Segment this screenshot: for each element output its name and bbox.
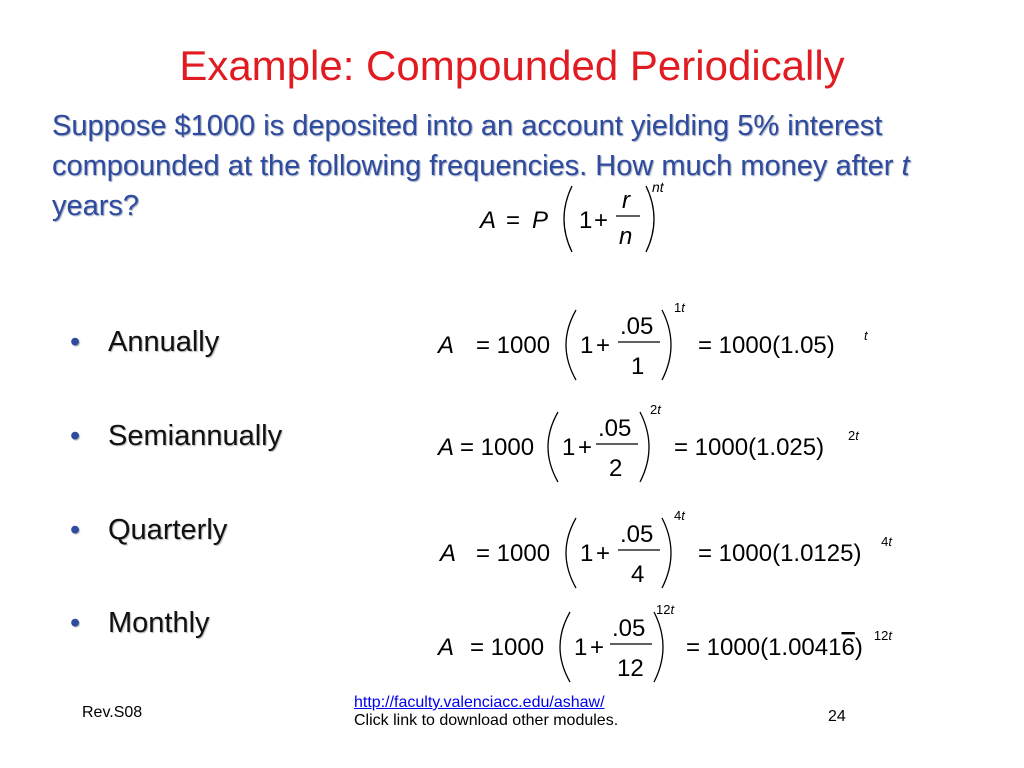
formula-eq1000: = 1000 xyxy=(476,332,551,359)
formula-P: P xyxy=(532,207,549,234)
left-paren xyxy=(566,310,576,380)
formula-A: A xyxy=(480,207,497,234)
result-exponent-var: t xyxy=(888,628,892,643)
formula-plus: + xyxy=(578,434,593,461)
formula-A: A xyxy=(440,540,457,567)
formula-quarterly xyxy=(434,506,894,598)
formula-one: 1 xyxy=(574,634,588,661)
formula-result: = 1000(1.0041 xyxy=(686,634,842,661)
svg-text:2t xyxy=(650,402,662,417)
formula-semiannually xyxy=(434,400,894,492)
faculty-link[interactable]: http://faculty.valenciacc.edu/ashaw/ xyxy=(354,694,605,711)
formula-A: A xyxy=(438,634,455,661)
result-exponent-coef: 4 xyxy=(881,534,889,549)
exponent-var: t xyxy=(681,300,685,315)
formula-r: r xyxy=(622,187,630,214)
formula-numerator: .05 xyxy=(612,615,646,642)
right-paren xyxy=(646,186,654,252)
formula-result: = 1000(1.05) xyxy=(698,332,835,359)
bullet-label: Quarterly xyxy=(108,514,228,546)
formula-one: 1 xyxy=(580,332,594,359)
formula-plus: + xyxy=(594,207,609,234)
right-paren xyxy=(662,310,671,380)
formula-result: = 1000(1.025) xyxy=(674,434,825,461)
formula-eq1000: = 1000 xyxy=(460,434,535,461)
svg-text:4t xyxy=(674,508,686,523)
result-exponent-coef: 12 xyxy=(873,628,889,643)
bullet-monthly xyxy=(70,607,210,640)
formula-eq1000: = 1000 xyxy=(476,540,551,567)
slide-title: Example: Compounded Periodically xyxy=(179,42,845,89)
formula-eq1000: = 1000 xyxy=(470,634,545,661)
formula-denominator: 4 xyxy=(631,561,645,588)
formula-plus: + xyxy=(596,540,611,567)
result-exponent-coef: 2 xyxy=(848,428,856,443)
formula-plus: + xyxy=(596,332,611,359)
formula-numerator: .05 xyxy=(620,521,654,548)
formula-numerator: .05 xyxy=(598,415,632,442)
problem-variable: t xyxy=(901,150,910,182)
exponent-coef: 4 xyxy=(674,508,682,523)
formula-result-close: ) xyxy=(854,634,863,661)
formula-A: A xyxy=(438,434,455,461)
formula-denominator: 2 xyxy=(609,455,623,482)
formula-n: n xyxy=(619,223,633,250)
exponent-var: t xyxy=(670,602,675,617)
bullet-label: Semiannually xyxy=(108,420,283,452)
formula-exponent: nt xyxy=(652,179,664,195)
formula-one: 1 xyxy=(580,540,594,567)
bullet-semiannually xyxy=(70,420,282,453)
footer-info xyxy=(354,694,618,730)
bullet-label: Annually xyxy=(108,326,220,358)
result-exponent-var: t xyxy=(855,428,859,443)
left-paren xyxy=(560,612,570,682)
svg-text:2t xyxy=(848,428,860,443)
bullet-dot: • xyxy=(70,514,81,546)
formula-A: A xyxy=(438,332,455,359)
bullet-quarterly xyxy=(70,514,227,547)
formula-denominator: 12 xyxy=(617,655,644,682)
footer-note: Click link to download other modules. xyxy=(354,712,619,729)
exponent-coef: 12 xyxy=(656,602,671,617)
right-paren xyxy=(662,518,671,588)
svg-text:t xyxy=(864,328,869,343)
svg-text:4t xyxy=(881,534,893,549)
left-paren xyxy=(566,518,576,588)
left-paren xyxy=(564,186,572,252)
exponent-coef: 2 xyxy=(650,402,658,417)
general-formula xyxy=(476,178,686,258)
formula-numerator: .05 xyxy=(620,313,654,340)
formula-monthly xyxy=(434,600,894,692)
svg-text:= 1000(1.00416) xyxy=(686,634,863,661)
formula-result: = 1000(1.0125) xyxy=(698,540,862,567)
result-exponent-var: t xyxy=(864,328,868,343)
exponent-var: t xyxy=(681,508,685,523)
right-paren xyxy=(640,412,649,482)
formula-annually xyxy=(434,298,894,390)
bullet-dot: • xyxy=(70,420,81,452)
svg-text:12t xyxy=(656,602,675,617)
right-paren xyxy=(654,612,663,682)
bullet-label: Monthly xyxy=(108,607,210,639)
bullet-dot: • xyxy=(70,607,81,639)
revision-label: Rev.S08 xyxy=(82,704,143,721)
page-number: 24 xyxy=(828,708,846,725)
exponent-var: t xyxy=(657,402,661,417)
bullet-dot: • xyxy=(70,326,81,358)
result-exponent-var: t xyxy=(888,534,892,549)
repeating-digit: 6 xyxy=(841,634,855,661)
formula-one: 1 xyxy=(579,207,593,234)
exponent-coef: 1 xyxy=(674,300,682,315)
formula-eq: = xyxy=(506,207,521,234)
svg-text:12t xyxy=(874,628,893,643)
left-paren xyxy=(548,412,558,482)
problem-text-end: years? xyxy=(52,190,140,222)
formula-one: 1 xyxy=(562,434,576,461)
formula-plus: + xyxy=(590,634,605,661)
formula-denominator: 1 xyxy=(631,353,645,380)
bullet-annually xyxy=(70,326,219,359)
svg-text:1t xyxy=(674,300,686,315)
problem-text: Suppose $1000 is deposited into an account yielding 5% interest compounded at the following frequencies. How much money after xyxy=(52,110,902,182)
